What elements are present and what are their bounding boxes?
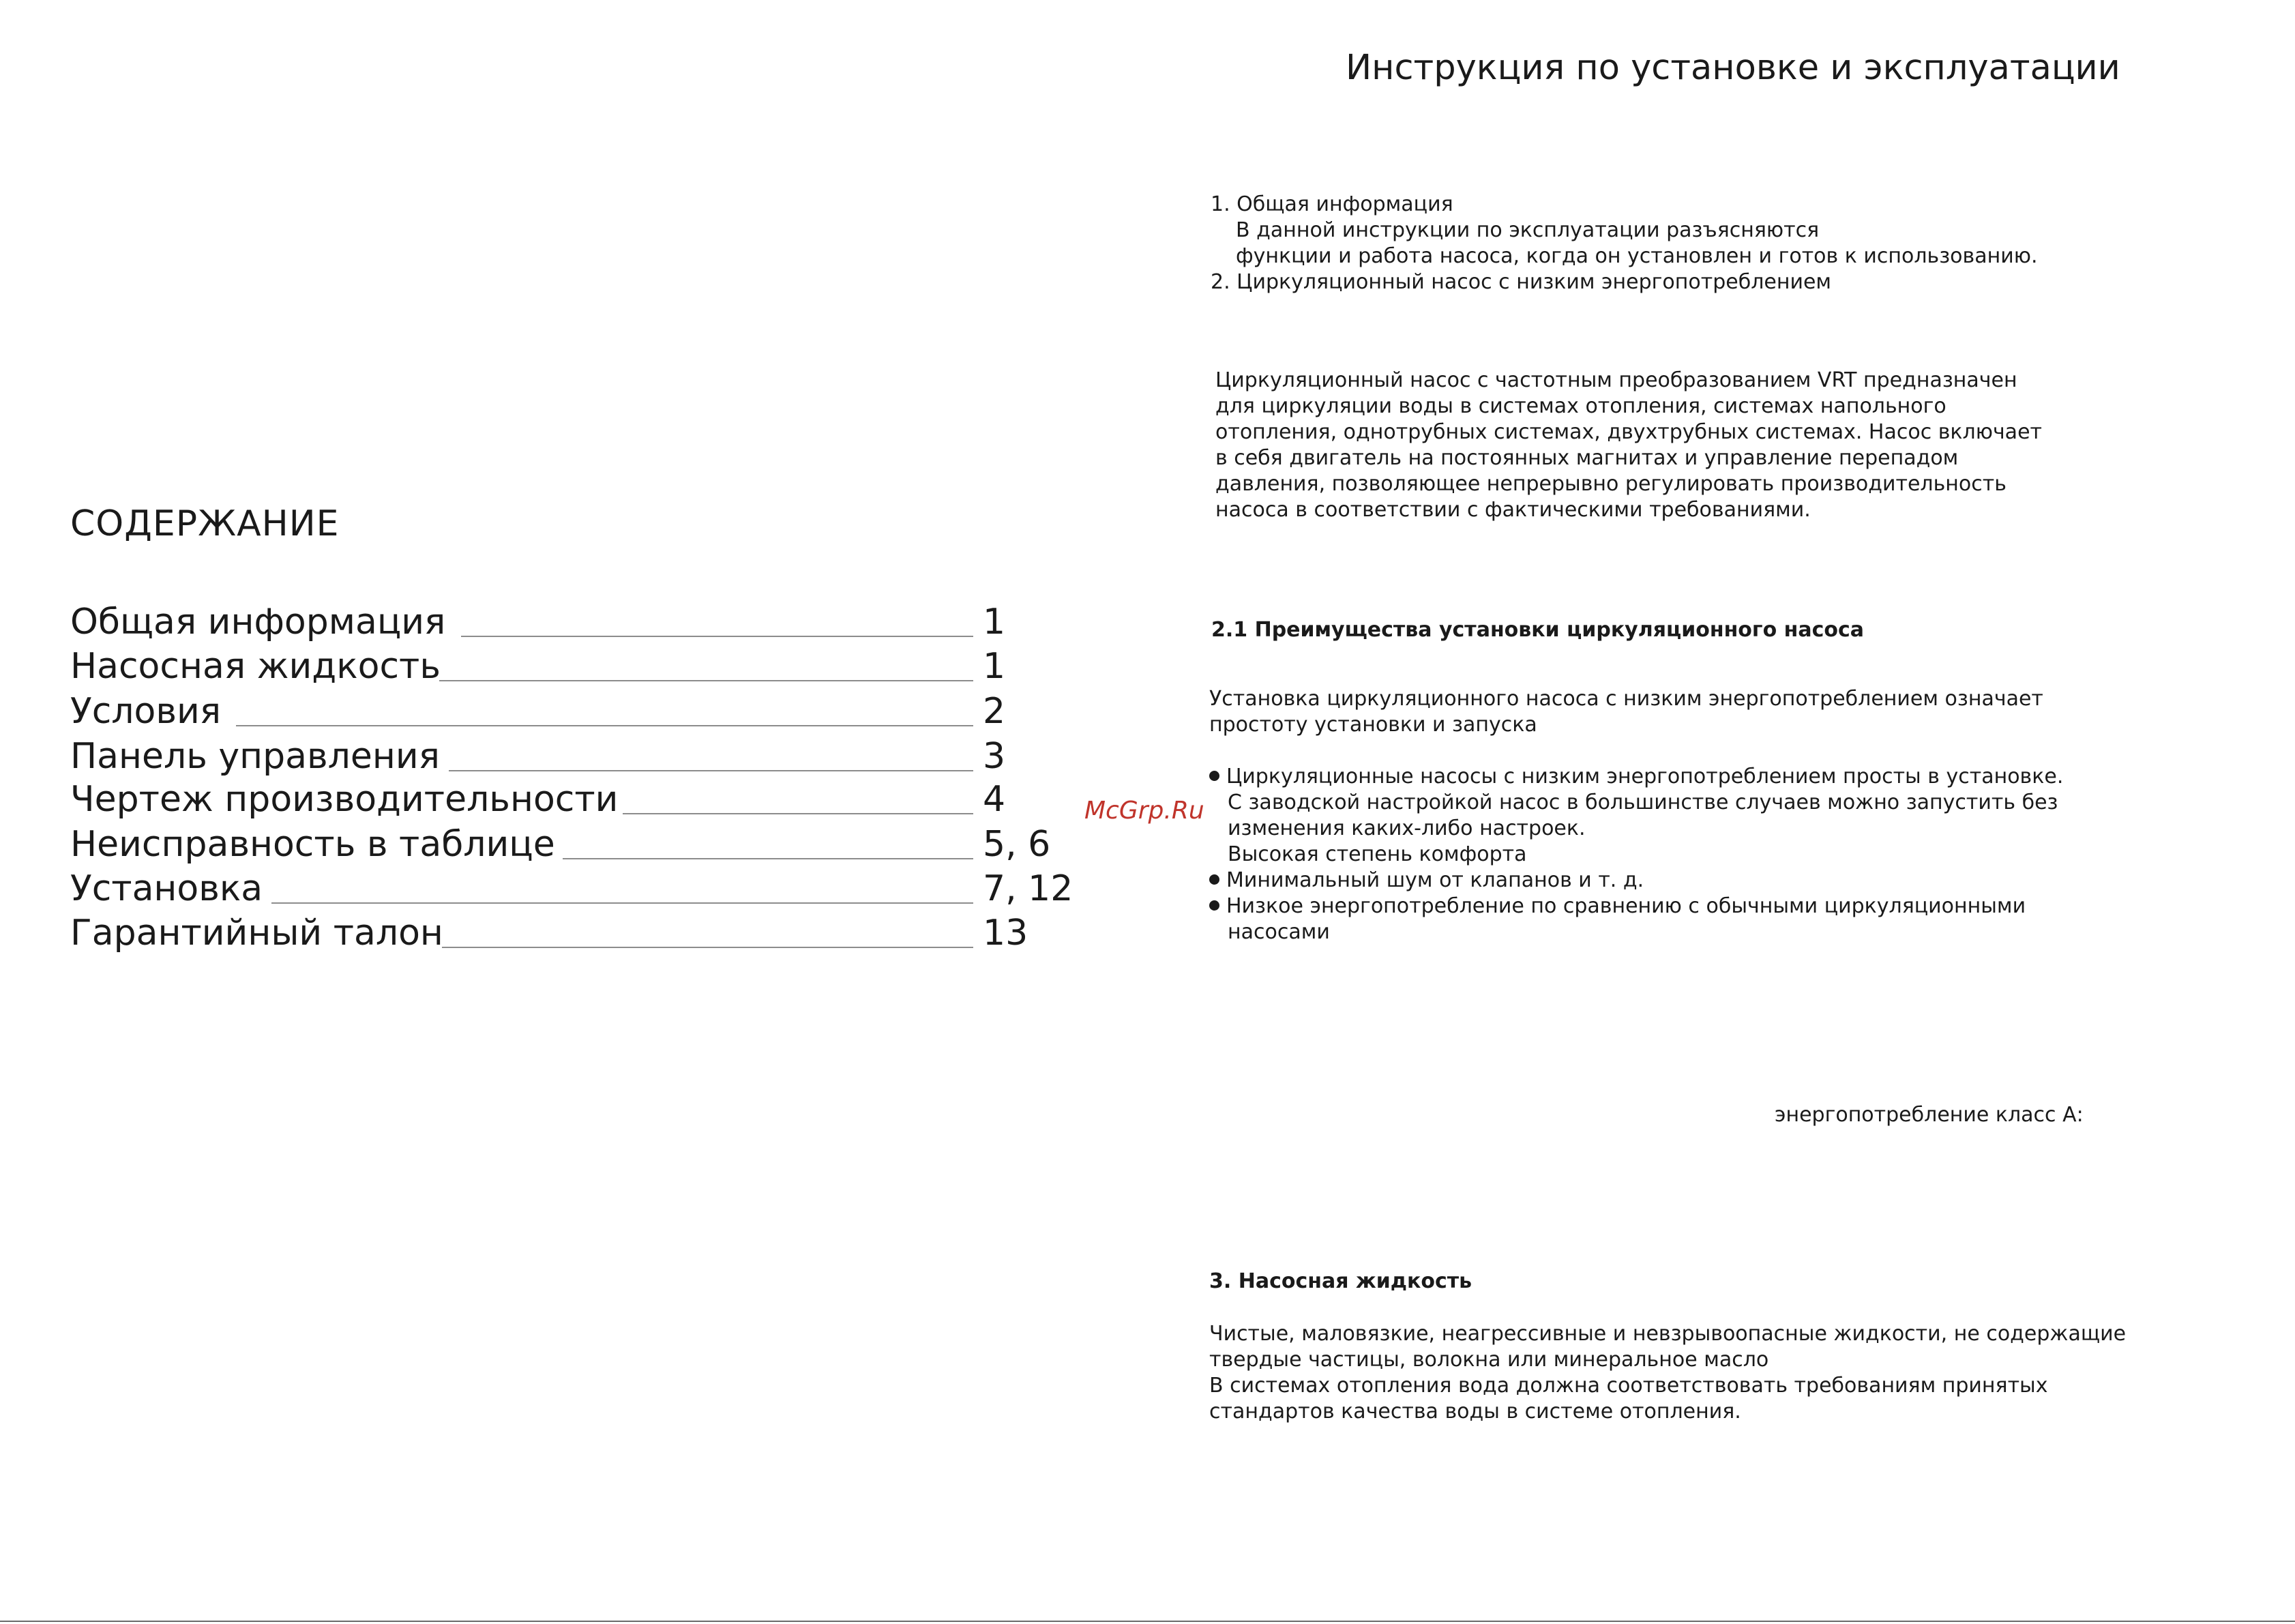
- bullet-item: [1209, 894, 2026, 919]
- toc-item[interactable]: [70, 735, 1093, 778]
- toc-item[interactable]: [70, 911, 1093, 955]
- bullet-text-continued: Высокая степень комфорта: [1228, 842, 1527, 866]
- section-2-1-lead: простоту установки и запуска: [1209, 713, 1537, 737]
- toc-leader-line: [439, 680, 973, 681]
- description-line: насоса в соответствии с фактическими требованиями.: [1215, 498, 1811, 522]
- toc-item-page: 13: [983, 913, 1028, 954]
- bullet-text-continued: насосами: [1228, 920, 1330, 944]
- description-line: в себя двигатель на постоянных магнитах и управление перепадом: [1215, 446, 1959, 470]
- bullet-text: Циркуляционные насосы с низким энергопотреблением просты в установке.: [1226, 765, 2064, 788]
- toc-item-label: Гарантийный талон: [70, 913, 443, 954]
- toc-item[interactable]: [70, 778, 1093, 821]
- bullet-item: [1209, 868, 1644, 894]
- toc-item-page: 1: [983, 602, 1006, 643]
- description-line: давления, позволяющее непрерывно регулировать производительность: [1215, 472, 2007, 496]
- intro-line: В данной инструкции по эксплуатации разъясняются: [1236, 218, 1820, 242]
- toc-item-label: Установка: [70, 868, 263, 909]
- section-3-line: В системах отопления вода должна соответствовать требованиям принятых: [1209, 1374, 2048, 1398]
- document-title: Инструкция по установке и эксплуатации: [1346, 48, 2120, 88]
- toc-item-page: 1: [983, 646, 1006, 687]
- toc-leader-line: [623, 813, 973, 814]
- watermark: McGrp.Ru: [1084, 797, 1204, 825]
- section-3-line: Чистые, маловязкие, неагрессивные и невзрывоопасные жидкости, не содержащие: [1209, 1322, 2127, 1346]
- bullet-icon: [1209, 771, 1219, 781]
- toc-item[interactable]: [70, 823, 1093, 866]
- section-2-1-lead: Установка циркуляционного насоса с низким энергопотреблением означает: [1209, 687, 2043, 711]
- description-line: отопления, однотрубных системах, двухтрубных системах. Насос включает: [1215, 420, 2042, 444]
- intro-heading-2: 2. Циркуляционный насос с низким энергопотреблением: [1211, 270, 1832, 294]
- toc-leader-line: [236, 725, 973, 726]
- toc-item[interactable]: [70, 690, 1093, 733]
- toc-item-label: Панель управления: [70, 736, 440, 777]
- toc-item[interactable]: [70, 645, 1093, 688]
- toc-item-label: Насосная жидкость: [70, 646, 441, 687]
- description-line: Циркуляционный насос с частотным преобразованием VRT предназначен: [1215, 368, 2017, 392]
- toc-item-page: 5, 6: [983, 824, 1051, 865]
- bullet-item: [1209, 764, 2063, 790]
- bullet-text-continued: С заводской настройкой насос в большинстве случаев можно запустить без: [1228, 791, 2058, 814]
- bullet-icon: [1209, 900, 1219, 911]
- bullet-icon: [1209, 874, 1219, 885]
- toc-title: СОДЕРЖАНИЕ: [70, 503, 340, 544]
- energy-class-label: энергопотребление класс А:: [1775, 1103, 2084, 1127]
- bullet-text: Минимальный шум от клапанов и т. д.: [1226, 868, 1644, 892]
- section-3-heading: 3. Насосная жидкость: [1209, 1269, 1472, 1293]
- toc-item-label: Неисправность в таблице: [70, 824, 555, 865]
- toc-item-page: 3: [983, 736, 1006, 777]
- toc-item-page: 7, 12: [983, 868, 1074, 909]
- section-2-1-heading: 2.1 Преимущества установки циркуляционного насоса: [1211, 618, 1865, 642]
- toc-item-page: 2: [983, 691, 1006, 732]
- intro-heading-1: 1. Общая информация: [1211, 192, 1453, 216]
- toc-item[interactable]: [70, 867, 1093, 911]
- toc-item-page: 4: [983, 779, 1006, 820]
- bottom-divider: [0, 1621, 2295, 1622]
- toc-item-label: Чертеж производительности: [70, 779, 619, 820]
- toc-item[interactable]: [70, 600, 1093, 644]
- bullet-text: Низкое энергопотребление по сравнению с обычными циркуляционными: [1226, 894, 2026, 918]
- toc-leader-line: [271, 902, 973, 904]
- description-line: для циркуляции воды в системах отопления, системах напольного: [1215, 394, 1946, 418]
- toc-leader-line: [449, 770, 973, 771]
- section-3-line: твердые частицы, волокна или минеральное масло: [1209, 1348, 1769, 1372]
- intro-line: функции и работа насоса, когда он установлен и готов к использованию.: [1236, 244, 2038, 268]
- section-3-line: стандартов качества воды в системе отопления.: [1209, 1400, 1741, 1423]
- bullet-text-continued: изменения каких-либо настроек.: [1228, 816, 1586, 840]
- toc-leader-line: [442, 947, 973, 948]
- toc-item-label: Общая информация: [70, 602, 446, 643]
- toc-leader-line: [563, 858, 973, 859]
- toc-leader-line: [461, 636, 973, 637]
- toc-item-label: Условия: [70, 691, 222, 732]
